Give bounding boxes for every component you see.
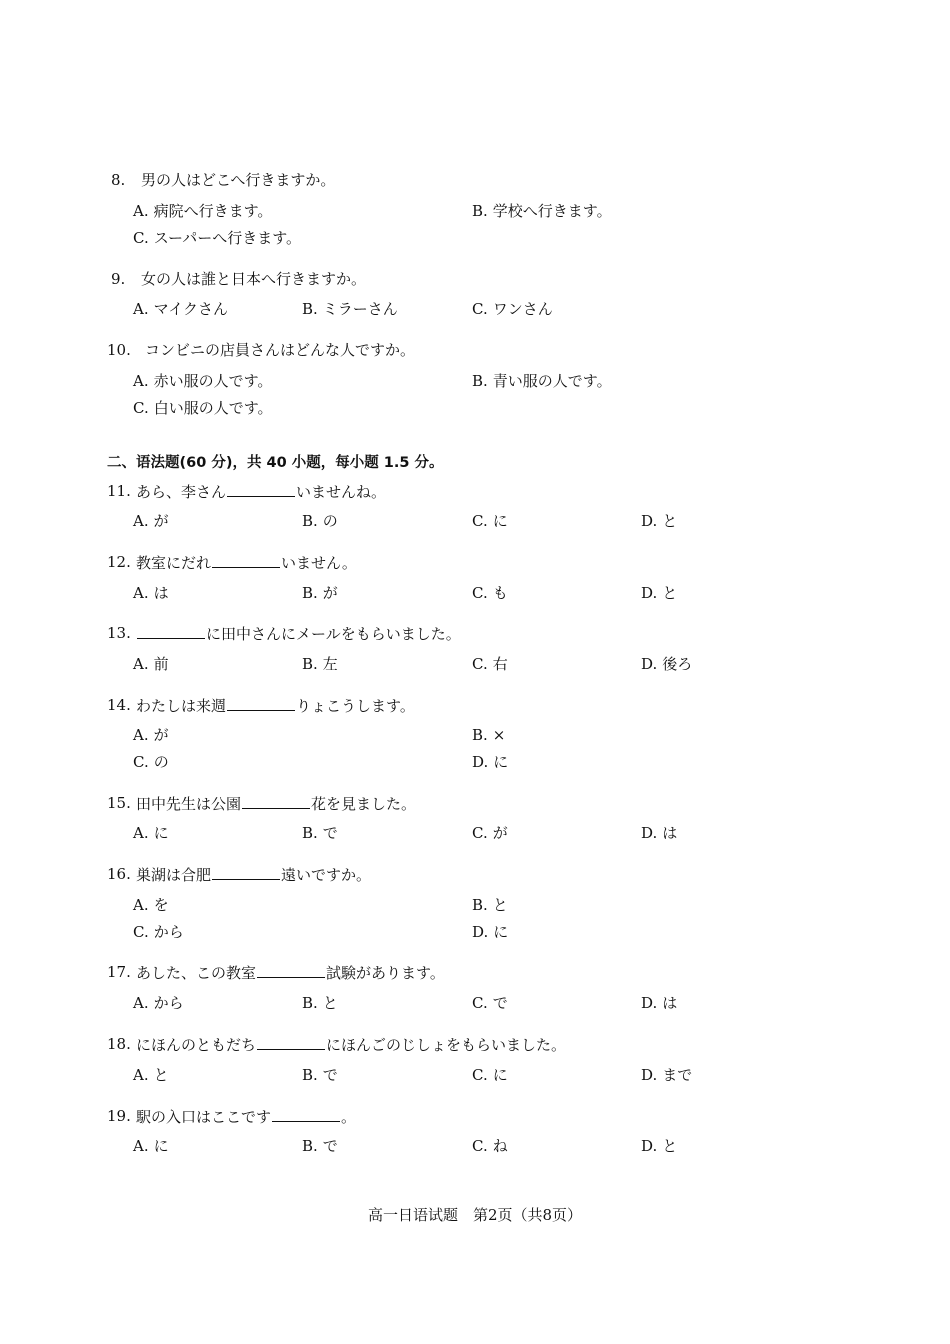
question-text-before: わたしは来週 (136, 697, 227, 715)
option-label: C. (472, 584, 488, 602)
option-label: D. (472, 753, 489, 771)
question-11 (0, 481, 950, 501)
option-d (641, 583, 677, 603)
question-number: 18. (107, 1035, 131, 1053)
question-text: 男の人はどこへ行きますか。 (141, 171, 336, 189)
question-16-options-row-2 (0, 922, 950, 942)
option-text: ワンさん (492, 300, 553, 318)
option-b (302, 823, 338, 843)
option-text: が (153, 512, 169, 530)
option-text: に (493, 753, 509, 771)
option-label: C. (133, 923, 149, 941)
option-label: A. (133, 655, 149, 673)
question-text-before: にほんのともだち (136, 1036, 257, 1054)
option-b (302, 654, 338, 674)
question-16 (0, 864, 950, 884)
question-text (136, 1106, 356, 1127)
question-number: 11. (107, 482, 131, 500)
option-c (472, 583, 508, 603)
option-label: D. (641, 824, 658, 842)
answer-blank (227, 695, 295, 711)
option-text: 前 (153, 655, 169, 673)
option-label: B. (472, 726, 488, 744)
question-text-before: 田中先生は公園 (136, 795, 242, 813)
question-19-options (0, 1136, 950, 1156)
option-label: C. (472, 994, 488, 1012)
option-a (133, 299, 228, 319)
question-number: 17. (107, 963, 131, 981)
question-text (136, 864, 371, 885)
option-text: と (662, 1137, 678, 1155)
section-heading: 二、语法题(60 分)，共 40 小题，每小题 1.5 分。 (107, 455, 444, 471)
option-label: A. (133, 824, 149, 842)
option-a (133, 993, 184, 1013)
question-15-options (0, 823, 950, 843)
option-a (133, 201, 272, 221)
question-9-options (0, 299, 950, 319)
answer-blank (257, 1034, 325, 1050)
question-8-options-row-2 (0, 228, 950, 248)
option-label: A. (133, 372, 149, 390)
option-a (133, 583, 169, 603)
question-text-after: 試験があります。 (326, 964, 445, 982)
question-text (136, 695, 415, 716)
option-b (302, 299, 398, 319)
question-text-before: 教室にだれ (136, 554, 212, 572)
option-label: C. (133, 229, 149, 247)
question-number: 12. (107, 553, 131, 571)
question-12-options (0, 583, 950, 603)
option-c (133, 398, 273, 418)
question-text (136, 1034, 566, 1055)
question-10-options-row-1 (0, 371, 950, 391)
option-text: に (153, 1137, 169, 1155)
section-heading-row (0, 453, 950, 473)
option-text: と (662, 584, 678, 602)
option-text: から (153, 994, 184, 1012)
question-15 (0, 793, 950, 813)
answer-blank (212, 864, 280, 880)
option-text: も (492, 584, 508, 602)
option-c (133, 922, 184, 942)
question-12 (0, 552, 950, 572)
answer-blank (242, 793, 310, 809)
answer-blank (212, 552, 280, 568)
question-14-options-row-2 (0, 752, 950, 772)
question-8 (0, 170, 950, 190)
option-b (302, 993, 338, 1013)
question-18 (0, 1034, 950, 1054)
option-text: から (153, 923, 184, 941)
option-text: 青い服の人です。 (492, 372, 612, 390)
option-label: B. (302, 1137, 318, 1155)
option-label: C. (472, 1066, 488, 1084)
option-b (302, 1065, 338, 1085)
option-label: C. (472, 300, 488, 318)
question-11-options (0, 511, 950, 531)
option-label: A. (133, 300, 149, 318)
option-label: D. (641, 994, 658, 1012)
answer-blank (137, 623, 205, 639)
option-label: B. (302, 824, 318, 842)
option-text: と (322, 994, 338, 1012)
option-label: A. (133, 726, 149, 744)
option-label: B. (472, 896, 488, 914)
question-9 (0, 269, 950, 289)
option-text: に (492, 512, 508, 530)
question-text: コンビニの店員さんはどんな人ですか。 (145, 341, 416, 359)
answer-blank (227, 481, 295, 497)
option-c (133, 752, 169, 772)
question-text-after: に田中さんにメールをもらいました。 (206, 625, 461, 643)
question-number: 16. (107, 865, 131, 883)
option-label: B. (302, 512, 318, 530)
question-text (136, 962, 445, 983)
option-text: 右 (492, 655, 508, 673)
option-label: A. (133, 202, 149, 220)
option-label: C. (472, 512, 488, 530)
option-a (133, 1065, 169, 1085)
question-14-options-row-1 (0, 725, 950, 745)
option-c (472, 654, 508, 674)
option-text: 左 (322, 655, 338, 673)
option-c (472, 823, 508, 843)
option-d (641, 1065, 692, 1085)
question-number: 9. (111, 270, 126, 288)
option-label: D. (641, 512, 658, 530)
option-text: で (322, 824, 338, 842)
question-number: 14. (107, 696, 131, 714)
option-text: は (662, 994, 678, 1012)
question-text (136, 481, 386, 502)
option-text: と (492, 896, 508, 914)
option-a (133, 725, 169, 745)
question-13-options (0, 654, 950, 674)
option-label: A. (133, 512, 149, 530)
option-label: B. (302, 655, 318, 673)
question-text-after: いません。 (281, 554, 357, 572)
option-d (472, 922, 508, 942)
option-text: で (322, 1066, 338, 1084)
option-label: B. (472, 372, 488, 390)
option-text: の (153, 753, 169, 771)
option-label: A. (133, 584, 149, 602)
option-label: B. (302, 1066, 318, 1084)
option-label: B. (302, 300, 318, 318)
option-a (133, 1136, 169, 1156)
option-text: で (492, 994, 508, 1012)
question-text-before: 巣湖は合肥 (136, 866, 212, 884)
option-c (133, 228, 301, 248)
option-text: が (322, 584, 338, 602)
question-number: 8. (111, 171, 126, 189)
option-c (472, 511, 508, 531)
option-text: 白い服の人です。 (153, 399, 273, 417)
option-label: A. (133, 896, 149, 914)
question-text-before: あら、李さん (136, 483, 227, 501)
question-17 (0, 962, 950, 982)
question-19 (0, 1106, 950, 1126)
option-b (472, 895, 508, 915)
question-text (136, 793, 416, 814)
option-text: と (153, 1066, 169, 1084)
question-text-after: りょこうします。 (296, 697, 415, 715)
option-b (472, 371, 612, 391)
page-footer: 高一日语试题 第2页（共8页） (367, 1206, 583, 1224)
option-label: D. (641, 1137, 658, 1155)
question-text-after: 遠いですか。 (281, 866, 372, 884)
question-number: 10. (107, 341, 131, 359)
option-label: C. (133, 399, 149, 417)
question-text-before: 駅の入口はここです (136, 1108, 272, 1126)
option-d (641, 1136, 677, 1156)
option-text: ね (492, 1137, 508, 1155)
option-b (302, 1136, 338, 1156)
question-text (136, 552, 357, 573)
option-label: A. (133, 1137, 149, 1155)
option-text: に (493, 923, 509, 941)
option-d (641, 993, 677, 1013)
option-b (472, 725, 505, 745)
question-13 (0, 623, 950, 643)
answer-blank (257, 962, 325, 978)
option-a (133, 511, 169, 531)
option-d (472, 752, 508, 772)
question-text (136, 623, 461, 644)
option-text: スーパーへ行きます。 (153, 229, 302, 247)
option-c (472, 993, 508, 1013)
option-text: は (153, 584, 169, 602)
option-d (641, 511, 677, 531)
option-text: を (153, 896, 169, 914)
question-16-options-row-1 (0, 895, 950, 915)
option-b (472, 201, 612, 221)
option-text: 学校へ行きます。 (492, 202, 612, 220)
option-label: A. (133, 1066, 149, 1084)
option-label: B. (302, 994, 318, 1012)
option-label: B. (302, 584, 318, 602)
option-c (472, 1136, 508, 1156)
option-b (302, 511, 338, 531)
question-17-options (0, 993, 950, 1013)
option-text: 後ろ (662, 655, 693, 673)
question-18-options (0, 1065, 950, 1085)
option-label: C. (472, 824, 488, 842)
option-b (302, 583, 338, 603)
question-number: 13. (107, 624, 131, 642)
option-label: A. (133, 994, 149, 1012)
question-8-options-row-1 (0, 201, 950, 221)
option-text: が (492, 824, 508, 842)
option-text: × (492, 726, 506, 744)
option-label: D. (641, 655, 658, 673)
option-label: D. (472, 923, 489, 941)
question-number: 19. (107, 1107, 131, 1125)
option-text: の (322, 512, 338, 530)
option-text: に (492, 1066, 508, 1084)
option-label: B. (472, 202, 488, 220)
option-label: D. (641, 584, 658, 602)
question-number: 15. (107, 794, 131, 812)
option-text: マイクさん (153, 300, 229, 318)
option-text: が (153, 726, 169, 744)
question-10 (0, 340, 950, 360)
option-a (133, 654, 169, 674)
option-c (472, 1065, 508, 1085)
question-14 (0, 695, 950, 715)
answer-blank (272, 1106, 340, 1122)
option-text: と (662, 512, 678, 530)
option-d (641, 823, 677, 843)
option-text: ミラーさん (322, 300, 398, 318)
question-text-after: いませんね。 (296, 483, 387, 501)
option-text: に (153, 824, 169, 842)
question-text-before: あした、この教室 (136, 964, 257, 982)
option-a (133, 823, 169, 843)
option-label: C. (133, 753, 149, 771)
option-label: C. (472, 1137, 488, 1155)
option-label: D. (641, 1066, 658, 1084)
option-text: 病院へ行きます。 (153, 202, 273, 220)
option-text: まで (662, 1066, 693, 1084)
option-label: C. (472, 655, 488, 673)
question-text: 女の人は誰と日本へ行きますか。 (141, 270, 367, 288)
option-text: は (662, 824, 678, 842)
option-text: で (322, 1137, 338, 1155)
option-text: 赤い服の人です。 (153, 372, 273, 390)
question-10-options-row-2 (0, 398, 950, 418)
question-text-after: 花を見ました。 (311, 795, 417, 813)
question-text-after: にほんごのじしょをもらいました。 (326, 1036, 567, 1054)
question-text-after: 。 (341, 1108, 357, 1126)
option-a (133, 895, 169, 915)
option-d (641, 654, 692, 674)
option-c (472, 299, 553, 319)
option-a (133, 371, 272, 391)
